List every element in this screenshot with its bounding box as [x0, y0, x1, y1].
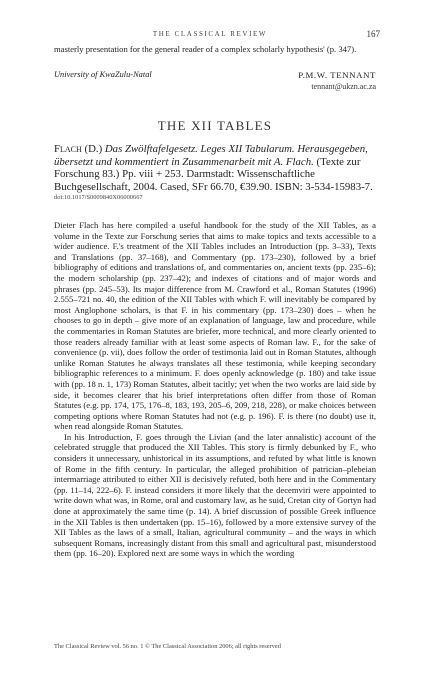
reviewer-affiliation: University of KwaZulu-Natal: [54, 70, 152, 79]
reviewer-signature: [54, 70, 376, 82]
reviewer-email: tennant@ukzn.ac.za: [311, 82, 376, 91]
bibliographic-entry: [54, 143, 376, 202]
body-paragraph: Dieter Flach has here compiled a useful handbook for the study of the XII Tables, as a volume in the Texte zur Forschung series that aims to make topics and texts accessible to a wider audience. F.'s treatment of the XII Tables includes an Introduction (pp. 3–33), Texts and Translations (pp. 37–168), and Commentary (pp. 173–230), followed by a brief bibliography of editions and translations of, and commentaries on, ancient texts (pp. 235–6); the modern scholarship (pp. 237–42); and indexes of citations and of major words and phrases (pp. 245–53). Its major difference from M. Crawford et al., Roman Statutes (1996) 2.555–721 no. 40, the edition of the XII Tables with which F. will inevitably be compared by most Anglophone scholars, is that F. in his commentary (pp. 173–230) does – when he chooses to go in depth – give more of an explanation of language, law and procedure, while the commentaries in Roman Statutes are briefer, more technical, and more clearly oriented to those readers already familiar with at least some aspects of Roman law. F., for the sake of convenience (p. vii), does follow the order of testimonia laid out in Roman Statutes, although unlike Roman Statutes he always translates all these testimonia, while keeping secondary bibliographic references to a minimum. F. does openly acknowledge (p. 180) and take issue with (pp. 18 n. 1, 173) Roman Statutes, albeit tacitly; yet when the two works are laid side by side, it becomes clearer that his brief interpretations often differ from those of Roman Statutes (e.g. pp. 174, 175, 176–8, 183, 193, 205–6, 209, 218, 228), or make choices between competing options where Roman Statutes had not (e.g. p. 196). F. is there (no doubt) use it, when read alongside Roman Statutes.: [54, 220, 376, 432]
previous-review-text: masterly presentation for the general reader of a complex scholarly hypothesis' (p. 347).: [54, 44, 357, 54]
running-head: THE CLASSICAL REVIEW: [152, 30, 268, 38]
body-paragraph: In his Introduction, F. goes through the Livian (and the later annalistic) account of the celebrated struggle that produced the XII Tables. This story is firmly debunked by F., who considers it unnecessary, unhistorical in its assumptions, and refuted by what little is known of Rome in the fifth century. In particular, the alleged prohibition of patrician–plebeian intermarriage attributed to either XII is decisively refuted, both here and in the Commentary (pp. 11–14, 222–6). F. instead considers it more likely that the decemviri were appointed to write down what was, in Rome, oral and customary law, as he suid, Cretan city of Gortyn had done at approximately the same time (p. 14). A brief discussion of possible Greek influence in the XII Tables is then undertaken (pp. 15–16), followed by a more extensive survey of the XII Tables as the laws of a small, Italian, agricultural community – and the ways in which subsequent Romans, increasingly distant from this small and agricultural past, misunderstood them (pp. 16–20). Explored next are some ways in which the wording: [54, 431, 376, 559]
review-body: [54, 220, 376, 559]
page-number: 167: [366, 29, 380, 39]
doi: doi:10.1017/S0009840X06000667: [54, 194, 143, 202]
previous-review-ending: [54, 44, 376, 55]
section-title: THE XII TABLES: [157, 118, 273, 133]
book-details: (Texte zur Forschung 83.) Pp. viii + 253. Darmstadt: Wissenschaftliche Buchgesellschaft, 2004. Cased, SFr 66.70, €39.90. ISBN: 3-534-15983-7.: [54, 155, 373, 193]
reviewer-name: P.M.W. TENNANT: [298, 70, 376, 80]
book-author: Flach (D.): [54, 143, 103, 155]
book-title: Das Zwölftafelgesetz. Leges XII Tabularum. Herausgegeben, übersetzt und kommentiert in Zusammenarbeit mit A. Flach.: [54, 143, 368, 168]
copyright-footer: The Classical Review vol. 56 no. 1 © The Classical Association 2006; all rights reserved: [54, 643, 281, 650]
